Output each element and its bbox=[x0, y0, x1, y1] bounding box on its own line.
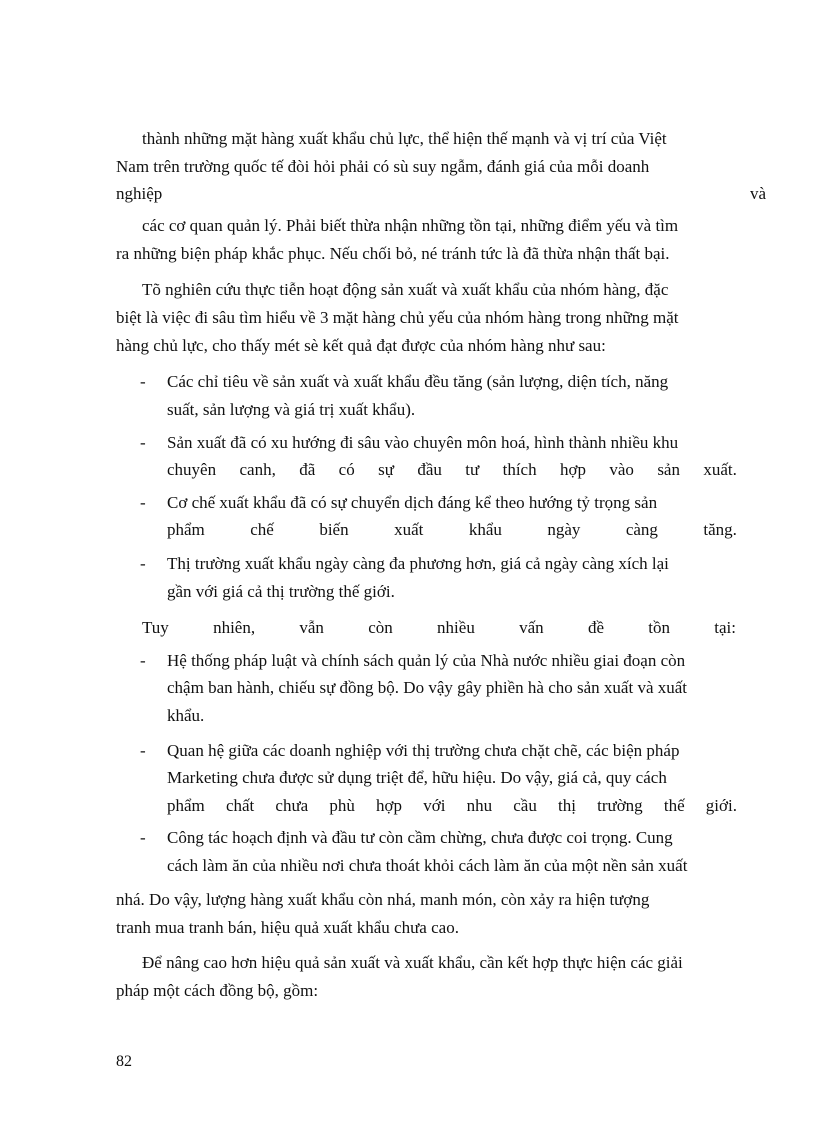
text-word: xuất. bbox=[703, 460, 737, 479]
list-bullet: - bbox=[140, 651, 146, 670]
text-word: với bbox=[423, 796, 446, 815]
text-word: đã bbox=[299, 460, 316, 479]
text-line: ra những biện pháp khắc phục. Nếu chối bỏ, né tránh tức là đã thừa nhận thất bại. bbox=[116, 244, 670, 263]
justified-line bbox=[142, 617, 736, 639]
justified-line bbox=[167, 795, 737, 817]
text-word: càng bbox=[625, 520, 658, 539]
text-word: đầu bbox=[417, 460, 442, 479]
text-line: biệt là việc đi sâu tìm hiểu về 3 mặt hàng chủ yếu của nhóm hàng trong những mặt bbox=[116, 308, 679, 327]
list-item-line: gần với giá cả thị trường thế giới. bbox=[167, 582, 395, 601]
text-line: Nam trên trường quốc tế đòi hỏi phải có sù suy ngẫm, đánh giá của mỗi doanh bbox=[116, 157, 650, 176]
text-line: thành những mặt hàng xuất khẩu chủ lực, thể hiện thế mạnh và vị trí của Việt bbox=[142, 129, 667, 148]
text-line: các cơ quan quản lý. Phải biết thừa nhận những tồn tại, những điểm yếu và tìm bbox=[142, 216, 679, 235]
text-word: nhiên, bbox=[213, 618, 256, 637]
list-item-line: Hệ thống pháp luật và chính sách quản lý của Nhà nước nhiều giai đoạn còn bbox=[167, 651, 686, 670]
list-item-line: Công tác hoạch định và đầu tư còn cầm chừng, chưa được coi trọng. Cung bbox=[167, 828, 673, 847]
list-item-line: Thị trường xuất khẩu ngày càng đa phương hơn, giá cả ngày càng xích lại bbox=[167, 554, 669, 573]
text-word: và bbox=[749, 184, 766, 203]
text-word: vào bbox=[609, 460, 634, 479]
text-word: tại: bbox=[714, 618, 736, 637]
list-bullet: - bbox=[140, 433, 146, 452]
list-bullet: - bbox=[140, 828, 146, 847]
text-word: phẩm bbox=[167, 520, 205, 539]
justified-line bbox=[116, 183, 766, 205]
text-word: sự bbox=[378, 460, 394, 479]
text-word: trường bbox=[597, 796, 643, 815]
text-word: đề bbox=[587, 618, 604, 637]
text-word: tăng. bbox=[703, 520, 737, 539]
text-word: sản bbox=[657, 460, 680, 479]
text-word: phù bbox=[329, 796, 355, 815]
text-word: tư bbox=[465, 460, 480, 479]
text-line: Để nâng cao hơn hiệu quả sản xuất và xuất khẩu, cần kết hợp thực hiện các giải bbox=[142, 953, 683, 972]
text-word: nhu bbox=[466, 796, 493, 815]
text-line: pháp một cách đồng bộ, gồm: bbox=[116, 981, 319, 1000]
text-word: chuyên bbox=[167, 460, 217, 479]
justified-line bbox=[167, 519, 737, 541]
list-item-line: Cơ chế xuất khẩu đã có sự chuyển dịch đáng kể theo hướng tỷ trọng sản bbox=[167, 493, 658, 512]
list-item-line: Các chỉ tiêu về sản xuất và xuất khẩu đều tăng (sản lượng, diện tích, năng bbox=[167, 372, 669, 391]
text-word: tồn bbox=[648, 618, 670, 637]
text-word: hợp bbox=[376, 796, 403, 815]
list-bullet: - bbox=[140, 741, 146, 760]
list-item-line: khẩu. bbox=[167, 706, 205, 725]
list-item-line: Quan hệ giữa các doanh nghiệp với thị trường chưa chặt chẽ, các biện pháp bbox=[167, 741, 680, 760]
list-item-line: cách làm ăn của nhiều nơi chưa thoát khỏi cách làm ăn của một nền sản xuất bbox=[167, 856, 688, 875]
text-word: thế bbox=[663, 796, 685, 815]
text-line: tranh mua tranh bán, hiệu quả xuất khẩu chưa cao. bbox=[116, 918, 459, 937]
list-item-line: chậm ban hành, chiếu sự đồng bộ. Do vậy gây phiền hà cho sản xuất và xuất bbox=[167, 678, 688, 697]
text-word: chưa bbox=[275, 796, 309, 815]
list-item-line: Marketing chưa được sử dụng triệt để, hữu hiệu. Do vậy, giá cả, quy cách bbox=[167, 768, 667, 787]
text-word: phẩm bbox=[167, 796, 205, 815]
text-word: vẫn bbox=[299, 618, 324, 637]
list-bullet: - bbox=[140, 554, 146, 573]
text-word: biến bbox=[319, 520, 349, 539]
text-word: xuất bbox=[394, 520, 424, 539]
text-word: vấn bbox=[519, 618, 544, 637]
list-bullet: - bbox=[140, 372, 146, 391]
text-word: giới. bbox=[705, 796, 737, 815]
list-item-line: Sản xuất đã có xu hướng đi sâu vào chuyên môn hoá, hình thành nhiều khu bbox=[167, 433, 679, 452]
text-line: Tõ nghiên cứu thực tiễn hoạt động sản xuất và xuất khẩu của nhóm hàng, đặc bbox=[142, 280, 669, 299]
text-word: cầu bbox=[513, 796, 537, 815]
justified-line bbox=[167, 459, 737, 481]
list-bullet: - bbox=[140, 493, 146, 512]
list-item-line: suất, sản lượng và giá trị xuất khẩu). bbox=[167, 400, 416, 419]
text-word: thích bbox=[502, 460, 537, 479]
text-line: hàng chủ lực, cho thấy mét sè kết quả đạt được của nhóm hàng như sau: bbox=[116, 336, 606, 355]
text-word: nhiều bbox=[437, 618, 475, 637]
text-line: nhá. Do vậy, lượng hàng xuất khẩu còn nhá, manh món, còn xảy ra hiện tượng bbox=[116, 890, 650, 909]
text-word: Tuy bbox=[142, 618, 169, 637]
text-word: ngày bbox=[547, 520, 581, 539]
text-word: khẩu bbox=[468, 520, 502, 539]
text-word: nghiệp bbox=[116, 184, 163, 203]
text-word: canh, bbox=[239, 460, 276, 479]
text-word: còn bbox=[368, 618, 393, 637]
text-word: thị bbox=[557, 796, 576, 815]
text-word: hợp bbox=[559, 460, 586, 479]
text-word: có bbox=[338, 460, 355, 479]
text-word: chất bbox=[225, 796, 255, 815]
text-word: chế bbox=[250, 520, 274, 539]
page-number: 82 bbox=[116, 1053, 132, 1070]
